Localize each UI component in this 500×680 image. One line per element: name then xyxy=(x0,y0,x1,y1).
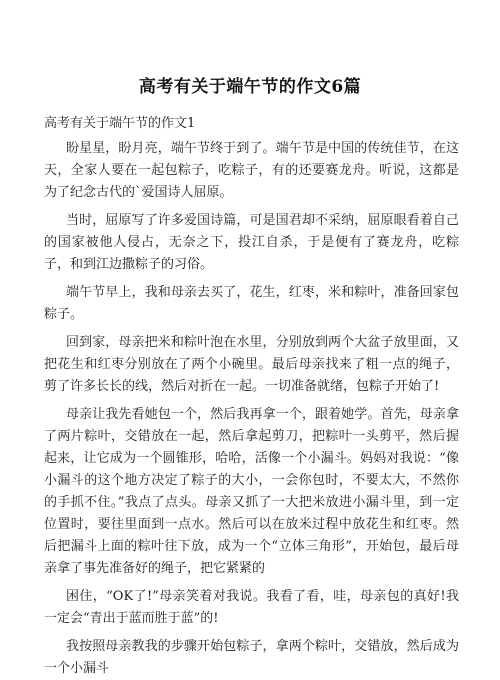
paragraph-2: 当时，屈原写了许多爱国诗篇，可是国君却不采纳，屈原眼看着自己的国家被他人侵占，无奈之下，投江自杀，于是便有了赛龙舟，吃粽子，和到江边撒粽子的习俗。 xyxy=(44,213,459,272)
paragraph-6: 困住，“OK了!”母亲笑着对我说。我看了看，哇，母亲包的真好!我一定会“青出于蓝而胜于蓝”的! xyxy=(44,589,459,626)
paragraph-3: 端午节早上，我和母亲去买了，花生，红枣，米和粽叶，准备回家包粽子。 xyxy=(44,285,459,322)
page-title: 高考有关于端午节的作文6篇 xyxy=(138,77,362,97)
paragraph-1: 盼星星，盼月亮，端午节终于到了。端午节是中国的传统佳节，在这天，全家人要在一起包粽子，吃粽子，有的还要赛龙舟。听说，这都是为了纪念古代的`爱国诗人屈原。 xyxy=(44,141,459,200)
section-subtitle: 高考有关于端午节的作文1 xyxy=(44,116,196,131)
paragraph-5: 母亲让我先看她包一个，然后我再拿一个，跟着她学。首先，母亲拿了两片粽叶，交错放在一起，然后拿起剪刀，把粽叶一头剪平，然后握起来，让它成为一个圆锥形，哈哈，活像一个小漏斗。妈妈对我说：“像小漏斗的这个地方决定了粽子的大小，一会你包时，不要太大，不然你的手抓不住。”我点了点头。母亲又抓了一大把米放进小漏斗里，到一定位置时，要往里面到一点水。然后可以在放米过程中放花生和红枣。然后把漏斗上面的粽叶往下放，成为一个“立体三角形”，开始包，最后母亲拿了事先准备好的绳子，把它紧紧的 xyxy=(44,407,459,576)
paragraph-4: 回到家，母亲把米和粽叶泡在水里，分别放到两个大盆子放里面，又把花生和红枣分别放在了两个小碗里。最后母亲找来了粗一点的绳子，剪了许多长长的线，然后对折在一起。一切准备就绪，包粽子开始了! xyxy=(44,335,459,394)
paragraph-7: 我按照母亲教我的步骤开始包粽子，拿两个粽叶，交错放，然后成为一个小漏斗 xyxy=(44,639,459,676)
